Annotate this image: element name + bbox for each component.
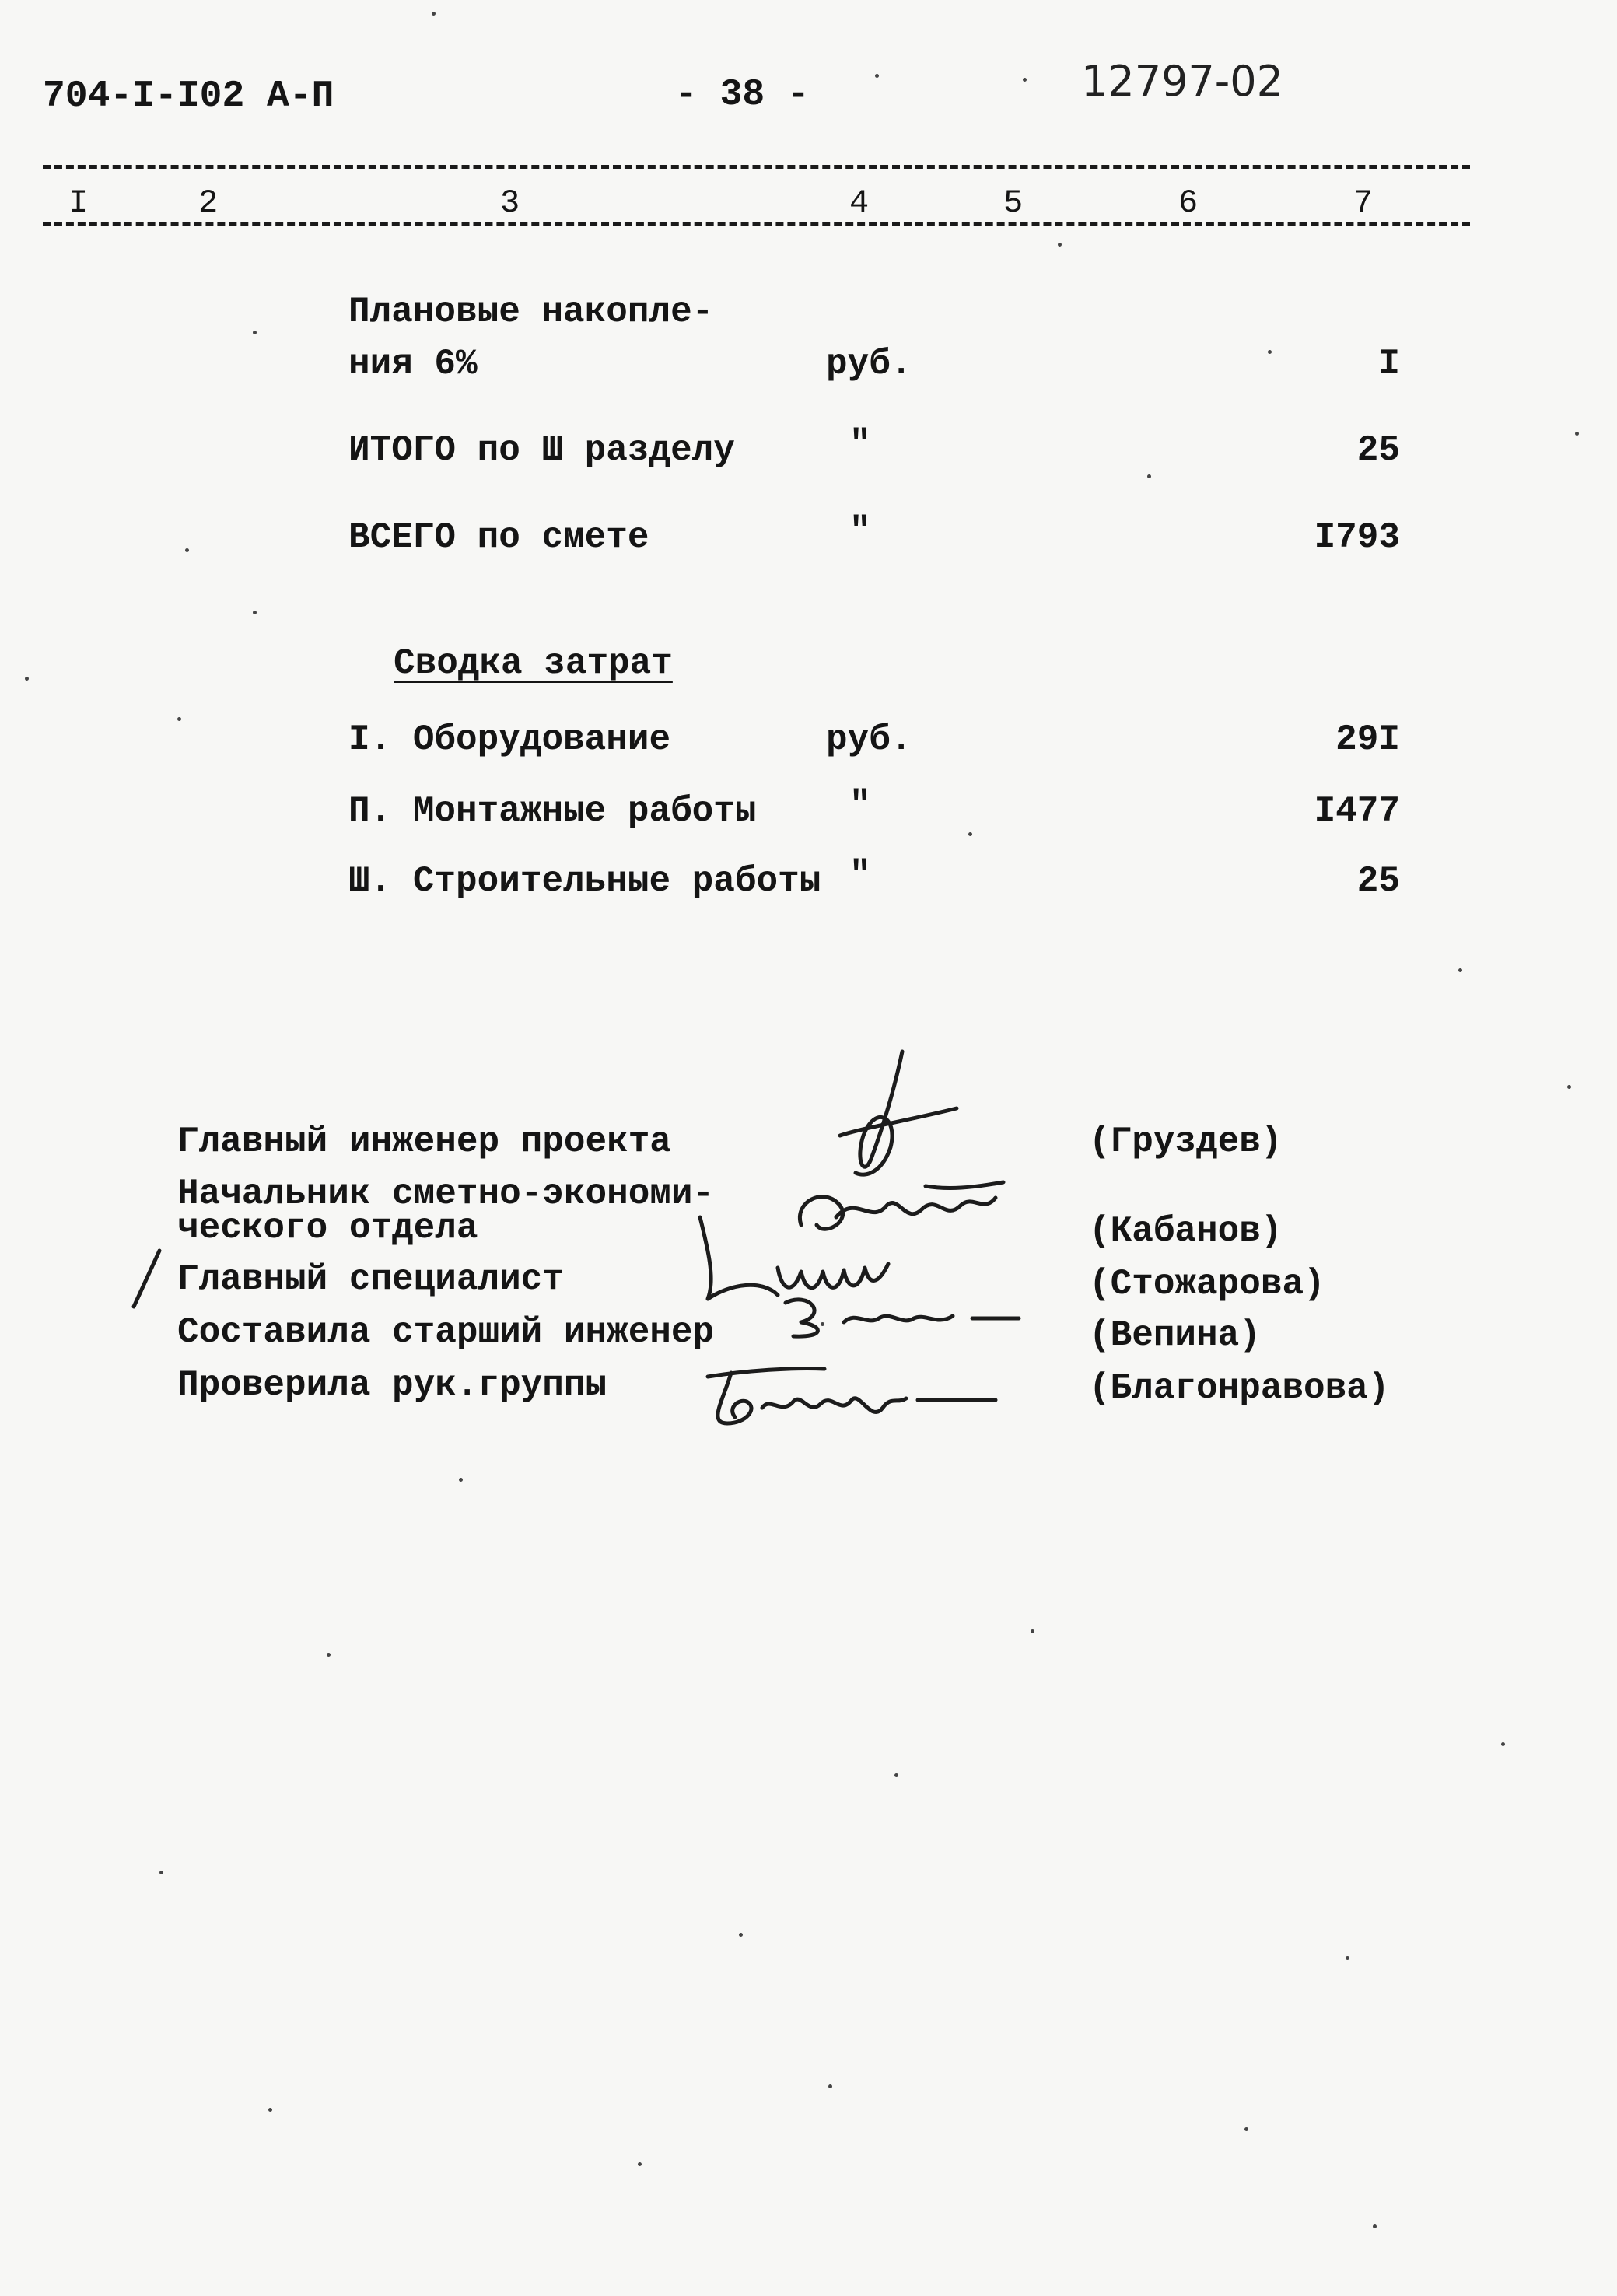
- header-divider-bottom: [43, 222, 1470, 226]
- estimate-total-unit: ": [849, 511, 871, 551]
- scan-speck: [1346, 1956, 1349, 1960]
- inventory-number: 12797-02: [1081, 57, 1283, 106]
- signatory-role-line1: Начальник сметно-экономи-: [177, 1174, 715, 1214]
- planned-savings-value: I: [1378, 344, 1400, 384]
- estimate-total-label: ВСЕГО по смете: [348, 517, 649, 558]
- cost-summary-title: Сводка затрат: [394, 643, 673, 684]
- scan-speck: [875, 74, 879, 78]
- planned-savings-unit: руб.: [826, 344, 912, 384]
- scan-speck: [185, 548, 189, 552]
- summary-row-value: I477: [1314, 791, 1400, 831]
- summary-row-unit: руб.: [826, 719, 912, 760]
- scan-speck: [894, 1773, 898, 1777]
- signature-vepina: [770, 1283, 1034, 1346]
- signatory-name: (Стожарова): [1089, 1264, 1325, 1304]
- scan-speck: [159, 1871, 163, 1874]
- scan-speck: [638, 2162, 642, 2166]
- column-number: 4: [849, 184, 870, 222]
- document-code: 704-I-I02 А-П: [43, 75, 334, 117]
- scan-speck: [828, 2084, 832, 2088]
- scan-speck: [459, 1478, 463, 1482]
- signatory-role-line2: ческого отдела: [177, 1208, 478, 1248]
- signatory-role: Составила старший инженер: [177, 1312, 715, 1353]
- scan-speck: [1501, 1742, 1505, 1746]
- signatory-name: (Вепина): [1089, 1315, 1261, 1356]
- scan-speck: [327, 1653, 331, 1657]
- handwritten-check-mark: [124, 1244, 171, 1314]
- scan-speck: [968, 832, 972, 836]
- signatory-role: Главный инженер проекта: [177, 1122, 671, 1162]
- summary-row-label: Ш. Строительные работы: [348, 861, 821, 901]
- column-number: 2: [198, 184, 219, 222]
- column-number: I: [68, 184, 89, 222]
- signatory-role: Проверила рук.группы: [177, 1365, 607, 1405]
- section3-total-value: 25: [1356, 430, 1400, 471]
- scan-speck: [1244, 2127, 1248, 2131]
- page-number: - 38 -: [675, 74, 810, 116]
- scan-speck: [253, 611, 257, 614]
- column-number: 6: [1178, 184, 1199, 222]
- scan-speck: [1373, 2224, 1377, 2228]
- section3-total-label: ИТОГО по Ш разделу: [348, 430, 735, 471]
- scan-speck: [1147, 474, 1151, 478]
- summary-row-label: I. Оборудование: [348, 719, 671, 760]
- scan-speck: [253, 331, 257, 334]
- scan-speck: [177, 717, 181, 721]
- scan-speck: [432, 12, 436, 16]
- header-divider-top: [43, 165, 1470, 169]
- summary-row-value: 25: [1356, 861, 1400, 901]
- planned-savings-label-line2: ния 6%: [348, 344, 478, 384]
- signature-blagonravova: [684, 1353, 1027, 1439]
- scan-speck: [1023, 78, 1027, 82]
- summary-row-unit: ": [849, 855, 871, 895]
- scan-speck: [1458, 968, 1462, 972]
- scan-speck: [1058, 243, 1062, 247]
- summary-row-unit: ": [849, 785, 871, 825]
- scan-speck: [25, 677, 29, 681]
- column-number: 3: [500, 184, 520, 222]
- section3-total-unit: ": [849, 424, 871, 464]
- signatory-name: (Груздев): [1089, 1122, 1283, 1162]
- summary-row-label: П. Монтажные работы: [348, 791, 757, 831]
- scan-speck: [739, 1933, 743, 1937]
- scan-speck: [1567, 1085, 1571, 1089]
- scan-speck: [1031, 1629, 1034, 1633]
- signatory-name: (Кабанов): [1089, 1211, 1283, 1251]
- planned-savings-label-line1: Плановые накопле-: [348, 292, 714, 332]
- scan-speck: [1268, 350, 1272, 354]
- summary-row-value: 29I: [1335, 719, 1400, 760]
- signatory-name: (Благонравова): [1089, 1368, 1390, 1409]
- column-number: 7: [1353, 184, 1374, 222]
- estimate-total-value: I793: [1314, 517, 1400, 558]
- signatory-role: Главный специалист: [177, 1259, 564, 1300]
- column-number: 5: [1003, 184, 1024, 222]
- scan-speck: [1575, 432, 1579, 436]
- scan-speck: [268, 2108, 272, 2112]
- scan-speck: [821, 1322, 824, 1326]
